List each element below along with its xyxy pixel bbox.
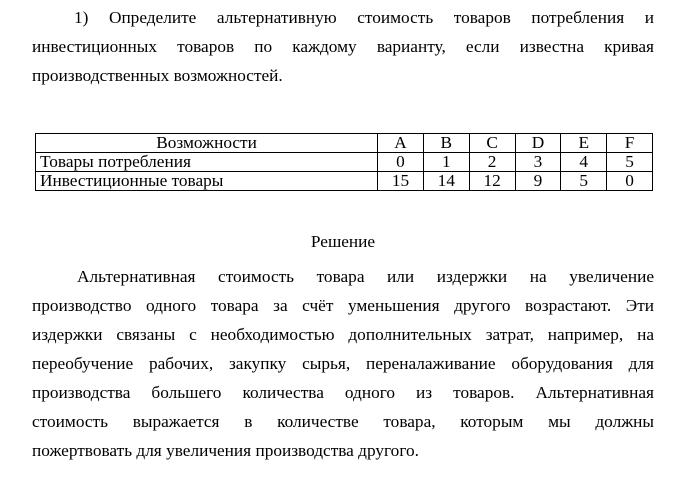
table-row	[36, 153, 653, 172]
task-line: 1) Определите альтернативную стоимость товаров потребления и	[74, 8, 654, 27]
table-cell: 9	[515, 172, 561, 191]
task-line: производственных возможностей.	[32, 66, 283, 85]
table-cell: 15	[378, 172, 424, 191]
table-cell: 0	[378, 153, 424, 172]
table-cell: 1	[423, 153, 469, 172]
table-header-cell: B	[423, 134, 469, 153]
table-header-cell: C	[469, 134, 515, 153]
solution-line: издержки связаны с необходимостью дополнительных затрат, например, на	[32, 325, 654, 344]
table-cell: 0	[607, 172, 653, 191]
solution-line: стоимость выражается в количестве товара, которым мы должны	[32, 412, 654, 431]
task-paragraph	[32, 3, 654, 90]
solution-heading: Решение	[310, 232, 376, 251]
solution-line: производства большего количества одного из товаров. Альтернативная	[32, 383, 654, 402]
solution-line: Альтернативная стоимость товара или издержки на увеличение	[77, 267, 654, 286]
solution-line: пожертвовать для увеличения производства другого.	[32, 441, 419, 460]
table-cell: 4	[561, 153, 607, 172]
table-header-cell: F	[607, 134, 653, 153]
table-cell: 2	[469, 153, 515, 172]
table-cell: 3	[515, 153, 561, 172]
table-header-cell: D	[515, 134, 561, 153]
solution-paragraph	[32, 262, 654, 465]
table-cell: 12	[469, 172, 515, 191]
possibilities-table	[35, 133, 653, 191]
table-cell: 5	[607, 153, 653, 172]
table-header-cell: Возможности	[36, 134, 378, 153]
table-header-row	[36, 134, 653, 153]
table-header-cell: E	[561, 134, 607, 153]
task-line: инвестиционных товаров по каждому варианту, если известна кривая	[32, 37, 654, 56]
table-row-label: Инвестиционные товары	[36, 172, 378, 191]
table-header-cell: A	[378, 134, 424, 153]
table-row-label: Товары потребления	[36, 153, 378, 172]
solution-line: производство одного товара за счёт уменьшения другого возрастают. Эти	[32, 296, 654, 315]
table-row	[36, 172, 653, 191]
table-cell: 5	[561, 172, 607, 191]
table-cell: 14	[423, 172, 469, 191]
solution-line: переобучение рабочих, закупку сырья, переналаживание оборудования для	[32, 354, 654, 373]
